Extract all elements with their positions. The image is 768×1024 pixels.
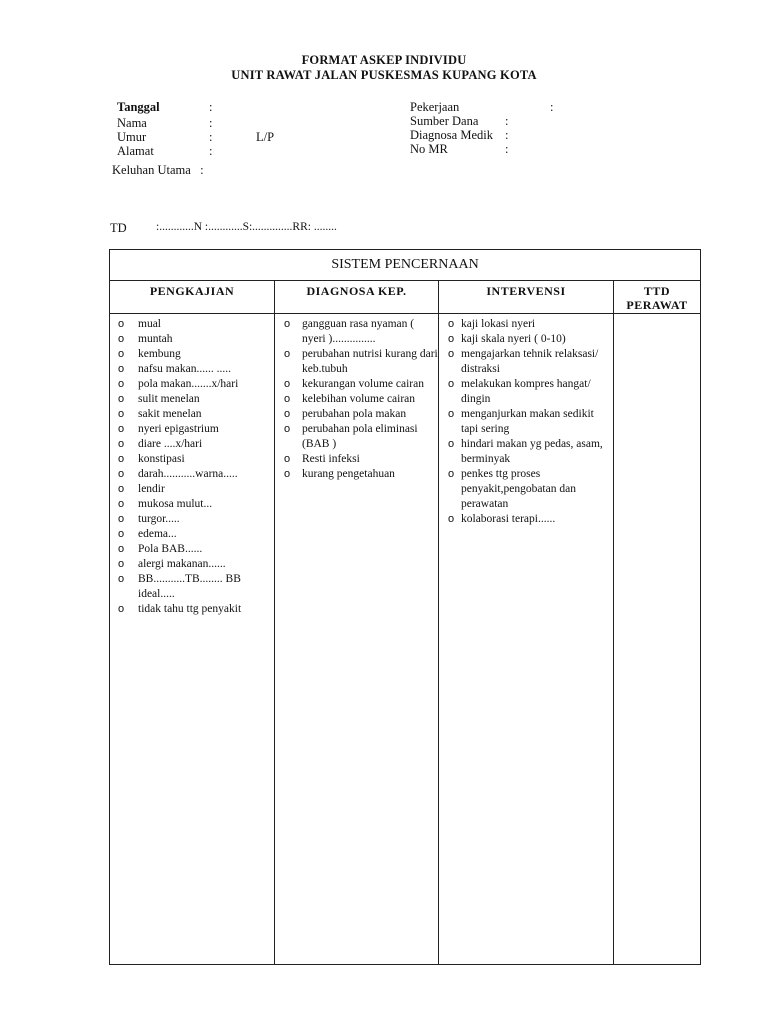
diagnosa-item: o kekurangan volume cairan — [275, 377, 438, 392]
label-keluhan-utama: Keluhan Utama : — [112, 163, 204, 177]
gender-field: L/P — [256, 130, 275, 144]
pengkajian-item: o mukosa mulut... — [110, 497, 274, 512]
header-pengkajian: PENGKAJIAN — [110, 281, 275, 314]
pengkajian-item: o diare ....x/hari — [110, 437, 274, 452]
pengkajian-item: o sakit menelan — [110, 407, 274, 422]
diagnosa-item: o kelebihan volume cairan — [275, 392, 438, 407]
ttd-perawat-cell[interactable] — [614, 314, 701, 965]
pengkajian-item: o alergi makanan...... — [110, 557, 274, 572]
colon-sumber-dana: : — [505, 114, 509, 128]
header-diagnosa: DIAGNOSA KEP. — [275, 281, 439, 314]
intervensi-cell — [439, 314, 614, 965]
colon-no-mr: : — [505, 142, 509, 156]
intervensi-list — [439, 314, 613, 527]
diagnosa-list — [275, 314, 438, 482]
label-tanggal: Tanggal — [117, 100, 160, 114]
label-td: TD — [110, 221, 127, 235]
colon-umur: : — [209, 130, 213, 144]
section-title: SISTEM PENCERNAAN — [110, 250, 701, 281]
pengkajian-item: o Pola BAB...... — [110, 542, 274, 557]
diagnosa-cell — [275, 314, 439, 965]
pengkajian-item: o lendir — [110, 482, 274, 497]
diagnosa-item: o perubahan pola makan — [275, 407, 438, 422]
label-no-mr: No MR — [410, 142, 448, 156]
pengkajian-item: o tidak tahu ttg penyakit — [110, 602, 274, 617]
assessment-table — [109, 249, 701, 965]
form-title: FORMAT ASKEP INDIVIDU — [301, 53, 467, 67]
pengkajian-item: o nafsu makan...... ..... — [110, 362, 274, 377]
pengkajian-item: o konstipasi — [110, 452, 274, 467]
diagnosa-item: o gangguan rasa nyaman ( nyeri )............... — [275, 317, 438, 347]
pengkajian-item: o sulit menelan — [110, 392, 274, 407]
colon-pekerjaan: : — [550, 100, 554, 114]
colon-alamat: : — [209, 144, 213, 158]
pengkajian-item: o turgor..... — [110, 512, 274, 527]
pengkajian-item: o edema... — [110, 527, 274, 542]
pengkajian-item: o pola makan.......x/hari — [110, 377, 274, 392]
colon-diagnosa-medik: : — [505, 128, 509, 142]
label-pekerjaan: Pekerjaan — [410, 100, 460, 114]
pengkajian-item: o mual — [110, 317, 274, 332]
label-diagnosa-medik: Diagnosa Medik — [410, 128, 493, 142]
label-nama: Nama — [117, 116, 147, 130]
label-umur: Umur — [117, 130, 147, 144]
intervensi-item: o kaji lokasi nyeri — [439, 317, 613, 332]
pengkajian-item: o muntah — [110, 332, 274, 347]
form-subtitle: UNIT RAWAT JALAN PUSKESMAS KUPANG KOTA — [231, 68, 537, 82]
pengkajian-cell — [110, 314, 275, 965]
intervensi-item: o hindari makan yg pedas, asam, berminyak — [439, 437, 613, 467]
pengkajian-list — [110, 314, 274, 617]
diagnosa-item: o perubahan nutrisi kurang dari keb.tubuh — [275, 347, 438, 377]
pengkajian-item: o darah...........warna..... — [110, 467, 274, 482]
intervensi-item: o mengajarkan tehnik relaksasi/ distraksi — [439, 347, 613, 377]
diagnosa-item: o perubahan pola eliminasi (BAB ) — [275, 422, 438, 452]
intervensi-item: o menganjurkan makan sedikit tapi sering — [439, 407, 613, 437]
intervensi-item: o kaji skala nyeri ( 0-10) — [439, 332, 613, 347]
diagnosa-item: o Resti infeksi — [275, 452, 438, 467]
intervensi-item: o melakukan kompres hangat/ dingin — [439, 377, 613, 407]
label-alamat: Alamat — [117, 144, 154, 158]
pengkajian-item: o nyeri epigastrium — [110, 422, 274, 437]
label-sumber-dana: Sumber Dana — [410, 114, 479, 128]
colon-nama: : — [209, 116, 213, 130]
vitals-line: :............N :............S:..............RR: ........ — [156, 221, 337, 233]
intervensi-item: o penkes ttg proses penyakit,pengobatan dan perawatan — [439, 467, 613, 512]
header-ttd-perawat: TTD PERAWAT — [614, 281, 701, 314]
colon-tanggal: : — [209, 100, 213, 114]
pengkajian-item: o kembung — [110, 347, 274, 362]
intervensi-item: o kolaborasi terapi...... — [439, 512, 613, 527]
header-intervensi: INTERVENSI — [439, 281, 614, 314]
diagnosa-item: o kurang pengetahuan — [275, 467, 438, 482]
pengkajian-item: o BB...........TB........ BB ideal..... — [110, 572, 274, 602]
